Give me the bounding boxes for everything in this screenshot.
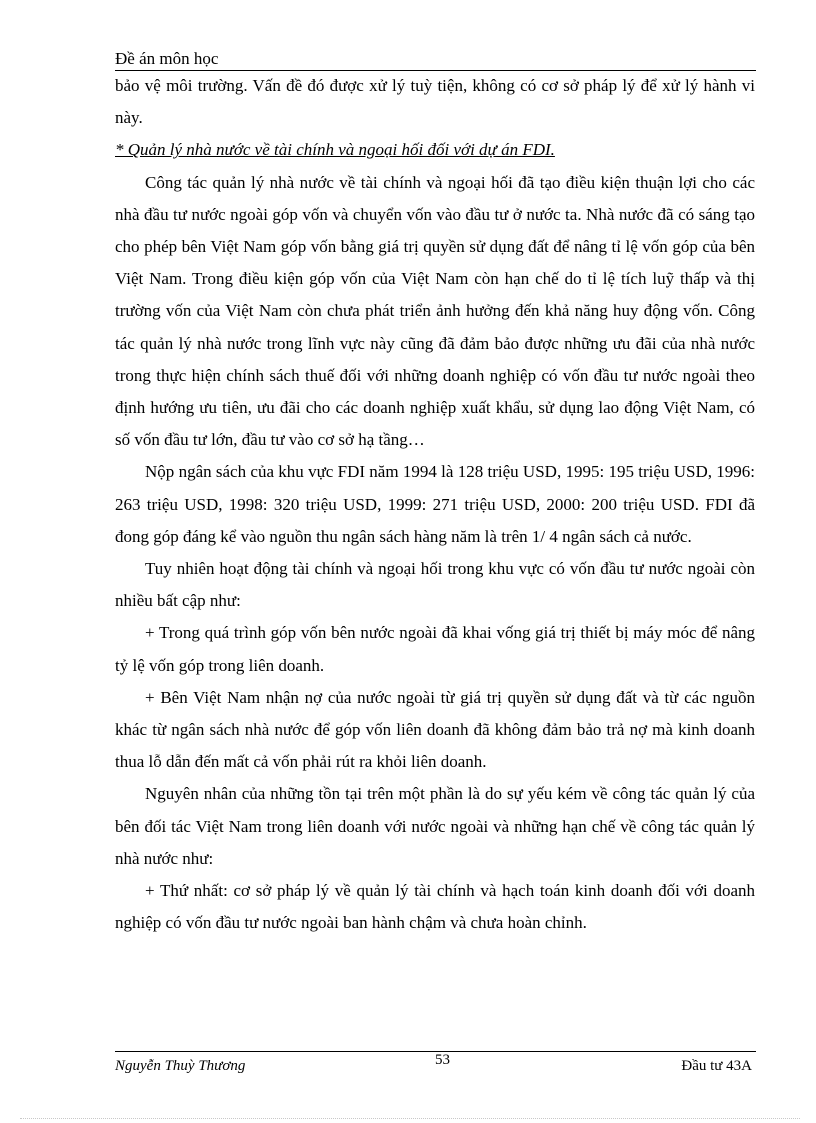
page-edge-divider — [20, 1118, 800, 1119]
footer-author: Nguyễn Thuỳ Thương — [115, 1058, 246, 1074]
bullet-vietnam-debt: + Bên Việt Nam nhận nợ của nước ngoài từ giá trị quyền sử dụng đất và từ các nguồn khác từ ngân sách nhà nước để góp vốn liên doanh đã không đảm bảo trả nợ mà kinh doanh thua lỗ dẫn đến mất cả vốn phải rút ra khỏi liên doanh. — [115, 687, 755, 772]
bullet-first-cause: + Thứ nhất: cơ sở pháp lý về quản lý tài chính và hạch toán kinh doanh đối với doanh nghiệp có vốn đầu tư nước ngoài ban hành chậm và chưa hoàn chỉnh. — [115, 881, 755, 933]
page-number: 53 — [435, 1052, 450, 1068]
footer-class: Đầu tư 43A — [681, 1058, 752, 1074]
paragraph-state-management: Công tác quản lý nhà nước về tài chính và ngoại hối đã tạo điều kiện thuận lợi cho các nhà đầu tư nước ngoài góp vốn và chuyển vốn vào đầu tư ở nước ta. Nhà nước đã có sáng tạo cho phép bên Việt Nam góp vốn bằng giá trị quyền sử dụng đất để nâng tỉ lệ vốn góp của bên Việt Nam. Trong điều kiện góp vốn của Việt Nam còn hạn chế do tỉ lệ tích luỹ thấp và thị trường vốn của Việt Nam còn chưa phát triển ảnh hưởng đến khả năng huy động vốn. Công tác quản lý nhà nước trong lĩnh vực này cũng đã đảm bảo được những ưu đãi của nhà nước trong thực hiện chính sách thuế đối với những doanh nghiệp có vốn đầu tư nước ngoài theo định hướng ưu tiên, ưu đãi cho các doanh nghiệp xuất khẩu, sử dụng lao động Việt Nam, có số vốn đầu tư lớn, đầu tư vào cơ sở hạ tầng… — [115, 172, 755, 450]
document-body — [115, 70, 755, 939]
paragraph-continuation: bảo vệ môi trường. Vấn đề đó được xử lý tuỳ tiện, không có cơ sở pháp lý để xử lý hành vi này. — [115, 76, 755, 128]
bullet-equipment-valuation: + Trong quá trình góp vốn bên nước ngoài đã khai vống giá trị thiết bị máy móc để nâng tỷ lệ vốn góp trong liên doanh. — [115, 623, 755, 675]
section-heading-text: * Quản lý nhà nước về tài chính và ngoại hối đối với dự án FDI. — [115, 140, 555, 160]
paragraph-causes: Nguyên nhân của những tồn tại trên một phần là do sự yếu kém về công tác quản lý của bên đối tác Việt Nam trong liên doanh với nước ngoài và những hạn chế về công tác quản lý nhà nước như: — [115, 784, 755, 868]
paragraph-budget-contribution: Nộp ngân sách của khu vực FDI năm 1994 là 128 triệu USD, 1995: 195 triệu USD, 1996: 263 triệu USD, 1998: 320 triệu USD, 1999: 271 triệu USD, 2000: 200 triệu USD. FDI đã đong góp đáng kể vào nguồn thu ngân sách hàng năm là trên 1/ 4 ngân sách cả nước. — [115, 462, 755, 546]
header-title: Đề án môn học — [115, 49, 219, 68]
section-heading — [115, 134, 755, 166]
paragraph-shortcomings: Tuy nhiên hoạt động tài chính và ngoại hối trong khu vực có vốn đầu tư nước ngoài còn nhiều bất cập như: — [115, 559, 755, 611]
page-header — [115, 48, 756, 71]
page-footer — [115, 1051, 756, 1082]
